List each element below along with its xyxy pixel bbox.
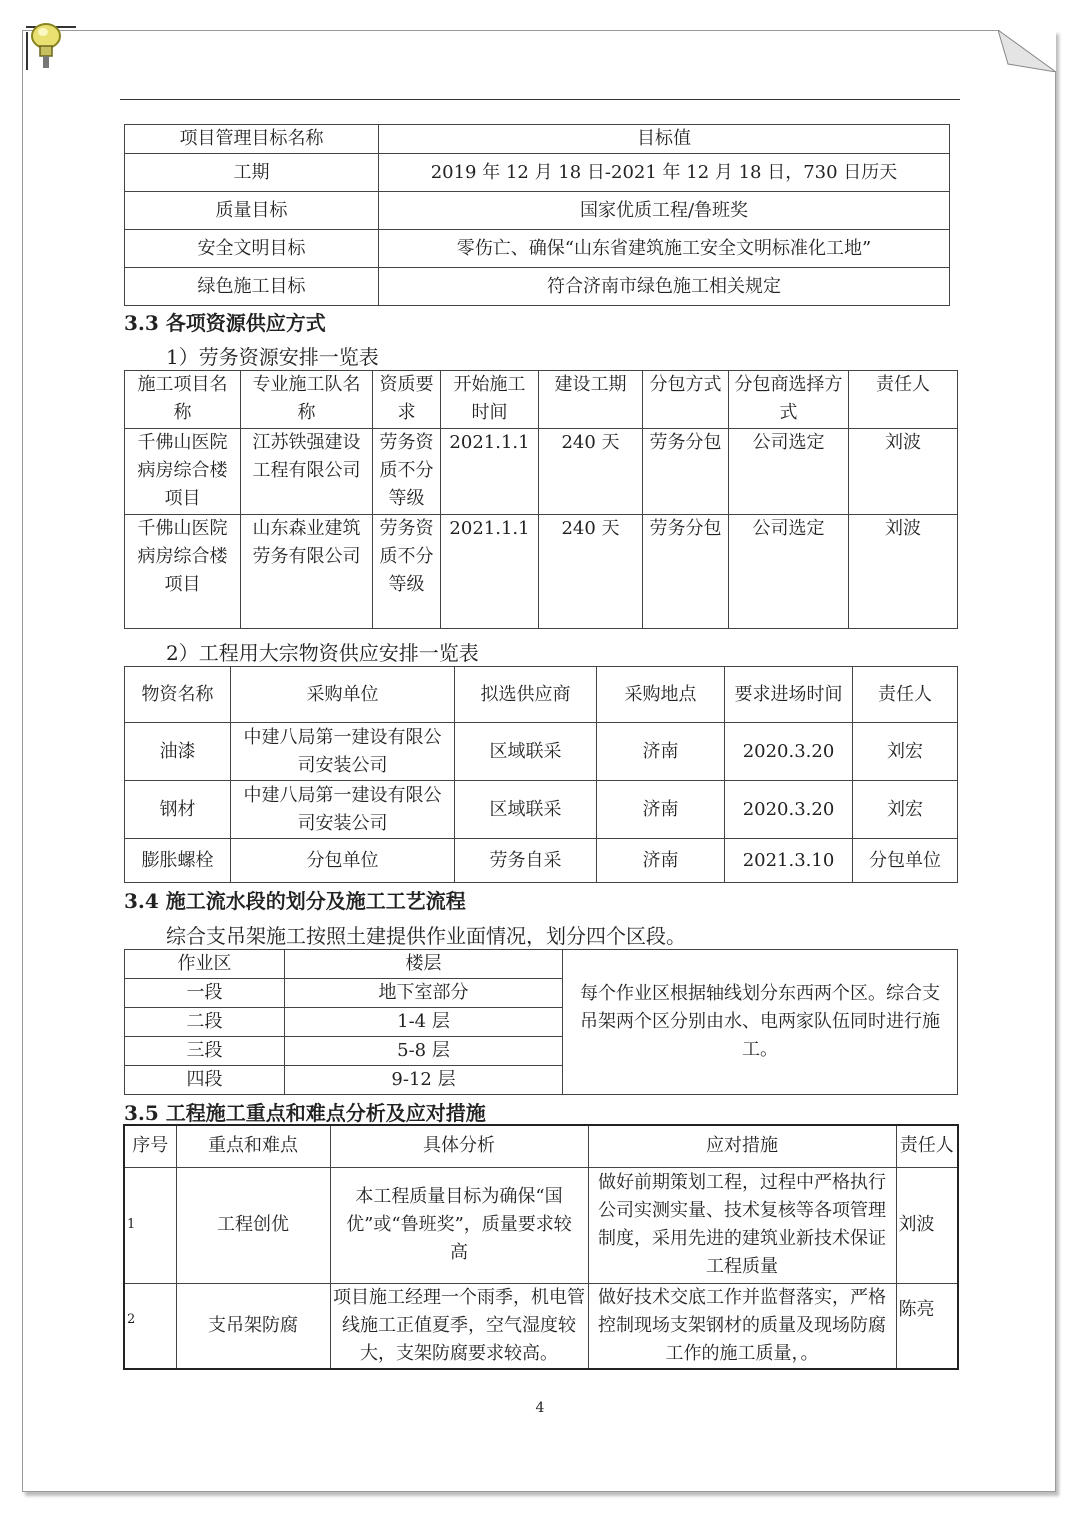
goals-row-value: 2019 年 12 月 18 日-2021 年 12 月 18 日，730 日历天 [379,154,950,192]
material-cell: 2020.3.20 [725,781,853,839]
material-cell: 区域联采 [455,723,597,781]
labor-cell: 千佛山医院病房综合楼项目 [125,429,241,515]
material-table [124,666,958,883]
key-header-cell: 序号 [124,1125,176,1167]
goals-table [124,124,950,306]
goals-row-label: 绿色施工目标 [125,268,379,306]
material-cell: 中建八局第一建设有限公司安装公司 [231,781,455,839]
zone-cell: 二段 [125,1008,285,1037]
key-header-cell: 具体分析 [330,1125,588,1167]
labor-cell: 千佛山医院病房综合楼项目 [125,515,241,629]
goals-header-value: 目标值 [379,125,950,154]
labor-cell: 刘波 [849,429,958,515]
pushpin-icon [24,14,80,72]
material-header-cell: 采购单位 [231,667,455,723]
material-header-cell: 责任人 [853,667,958,723]
key-cell: 工程创优 [176,1167,330,1283]
key-cell: 做好技术交底工作并监督落实，严格控制现场支架钢材的质量及现场防腐工作的施工质量，。 [588,1283,896,1369]
labor-header-cell: 分包商选择方式 [729,371,849,429]
key-points-table [123,1124,959,1370]
labor-table-caption: 1）劳务资源安排一览表 [166,345,379,369]
material-cell: 油漆 [125,723,231,781]
goals-row-value: 零伤亡、确保“山东省建筑施工安全文明标准化工地” [379,230,950,268]
zone-header-cell: 作业区 [125,950,285,979]
zone-cell: 1-4 层 [285,1008,563,1037]
goals-header-name: 项目管理目标名称 [125,125,379,154]
labor-header-cell: 建设工期 [539,371,643,429]
material-cell: 劳务自采 [455,839,597,883]
key-cell: 陈亮 [896,1283,958,1369]
header-rule [120,99,960,100]
labor-cell: 劳务分包 [643,429,729,515]
labor-header-cell: 资质要求 [373,371,441,429]
labor-cell: 刘波 [849,515,958,629]
material-cell: 区域联采 [455,781,597,839]
goals-row-label: 质量目标 [125,192,379,230]
labor-header-cell: 开始施工时间 [441,371,539,429]
section-3-4-paragraph: 综合支吊架施工按照土建提供作业面情况，划分四个区段。 [166,924,686,948]
zone-header-cell: 楼层 [285,950,563,979]
labor-cell: 2021.1.1 [441,515,539,629]
key-header-cell: 重点和难点 [176,1125,330,1167]
key-cell: 做好前期策划工程，过程中严格执行公司实测实量、技术复核等各项管理制度，采用先进的建筑业新技术保证工程质量 [588,1167,896,1283]
labor-table [124,370,958,629]
labor-cell: 劳务资质不分等级 [373,515,441,629]
page-number: 4 [535,1400,545,1416]
key-index-cell: 1 [124,1167,176,1283]
material-header-cell: 采购地点 [597,667,725,723]
labor-cell: 2021.1.1 [441,429,539,515]
material-cell: 分包单位 [231,839,455,883]
material-cell: 分包单位 [853,839,958,883]
material-header-cell: 物资名称 [125,667,231,723]
zone-cell: 三段 [125,1037,285,1066]
goals-row-label: 工期 [125,154,379,192]
section-3-3-heading: 3.3 各项资源供应方式 [124,311,326,335]
zone-note: 每个作业区根据轴线划分东西两个区。综合支吊架两个区分别由水、电两家队伍同时进行施工。 [563,950,958,1095]
key-cell: 项目施工经理一个雨季，机电管线施工正值夏季，空气湿度较大，支架防腐要求较高。 [330,1283,588,1369]
labor-cell: 劳务资质不分等级 [373,429,441,515]
material-cell: 济南 [597,781,725,839]
labor-header-cell: 分包方式 [643,371,729,429]
zone-cell: 一段 [125,979,285,1008]
zone-cell: 四段 [125,1066,285,1095]
material-cell: 2020.3.20 [725,723,853,781]
labor-header-cell: 专业施工队名称 [241,371,373,429]
material-cell: 钢材 [125,781,231,839]
key-cell: 支吊架防腐 [176,1283,330,1369]
labor-cell: 240 天 [539,515,643,629]
material-table-caption: 2）工程用大宗物资供应安排一览表 [166,641,479,665]
labor-cell: 公司选定 [729,515,849,629]
labor-cell: 江苏铁强建设工程有限公司 [241,429,373,515]
key-cell: 刘波 [896,1167,958,1283]
labor-cell: 240 天 [539,429,643,515]
material-cell: 膨胀螺栓 [125,839,231,883]
page-fold-corner [998,30,1056,72]
key-header-cell: 应对措施 [588,1125,896,1167]
labor-cell: 劳务分包 [643,515,729,629]
material-header-cell: 要求进场时间 [725,667,853,723]
material-cell: 2021.3.10 [725,839,853,883]
labor-header-cell: 责任人 [849,371,958,429]
section-3-5-heading: 3.5 工程施工重点和难点分析及应对措施 [124,1101,486,1125]
material-cell: 济南 [597,839,725,883]
material-cell: 济南 [597,723,725,781]
goals-row-label: 安全文明目标 [125,230,379,268]
zone-cell: 9-12 层 [285,1066,563,1095]
zone-cell: 5-8 层 [285,1037,563,1066]
labor-cell: 山东森业建筑劳务有限公司 [241,515,373,629]
material-cell: 中建八局第一建设有限公司安装公司 [231,723,455,781]
material-cell: 刘宏 [853,723,958,781]
zone-cell: 地下室部分 [285,979,563,1008]
labor-header-cell: 施工项目名称 [125,371,241,429]
key-header-cell: 责任人 [896,1125,958,1167]
material-cell: 刘宏 [853,781,958,839]
zone-table [124,949,958,1095]
key-cell: 本工程质量目标为确保“国优”或“鲁班奖”，质量要求较高 [330,1167,588,1283]
goals-row-value: 符合济南市绿色施工相关规定 [379,268,950,306]
labor-cell: 公司选定 [729,429,849,515]
section-3-4-heading: 3.4 施工流水段的划分及施工工艺流程 [124,889,466,913]
goals-row-value: 国家优质工程/鲁班奖 [379,192,950,230]
key-index-cell: 2 [124,1283,176,1369]
material-header-cell: 拟选供应商 [455,667,597,723]
